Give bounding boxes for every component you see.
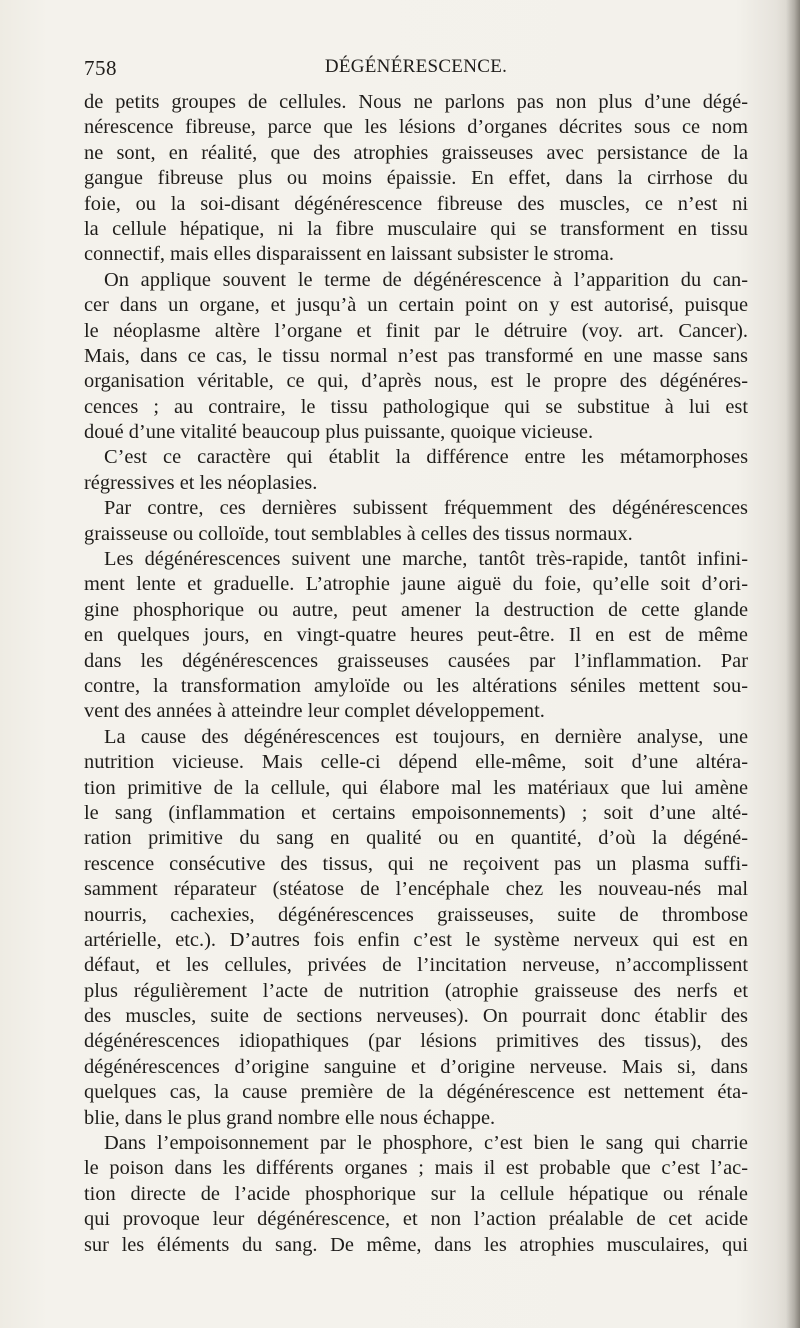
text-line: organisation véritable, ce qui, d’après nous, est le propre des dégénéres-	[84, 370, 748, 393]
text-line: Mais, dans ce cas, le tissu normal n’est pas transformé en une masse sans	[84, 344, 748, 367]
page-number: 758	[84, 56, 117, 80]
text-line: vent des années à atteindre leur complet développement.	[84, 700, 545, 723]
text-line: ment lente et graduelle. L’atrophie jaune aiguë du foie, qu’elle soit d’ori-	[84, 573, 748, 596]
text-line: cences ; au contraire, le tissu pathologique qui se substitue à lui est	[84, 395, 748, 418]
text-line: dégénérescences d’origine sanguine et d’origine nerveuse. Mais si, dans	[84, 1055, 748, 1078]
text-line: sur les éléments du sang. De même, dans les atrophies musculaires, qui	[84, 1233, 748, 1256]
text-line: quelques cas, la cause première de la dégénérescence est nettement éta-	[84, 1081, 748, 1104]
text-line: régressives et les néoplasies.	[84, 471, 318, 494]
text-line: gine phosphorique ou autre, peut amener la destruction de cette glande	[84, 598, 748, 621]
text-line: rescence consécutive des tissus, qui ne reçoivent pas un plasma suffi-	[84, 852, 748, 875]
text-line: nérescence fibreuse, parce que les lésions d’organes décrites sous ce nom	[84, 116, 748, 139]
text-line: connectif, mais elles disparaissent en laissant subsister le stroma.	[84, 243, 615, 266]
text-line: cer dans un organe, et jusqu’à un certain point on y est autorisé, puisque	[84, 294, 748, 317]
text-line: plus régulièrement l’acte de nutrition (atrophie graisseuse des nerfs et	[84, 979, 748, 1002]
text-line: C’est ce caractère qui établit la différence entre les métamorphoses	[104, 446, 748, 469]
text-line: la cellule hépatique, ni la fibre musculaire qui se transforment en tissu	[84, 217, 748, 240]
text-line: défaut, et les cellules, privées de l’incitation nerveuse, n’accomplissent	[84, 954, 748, 977]
text-line: ration primitive du sang en qualité ou en quantité, d’où la dégéné-	[84, 827, 748, 850]
text-line: le poison dans les différents organes ; mais il est probable que c’est l’ac-	[84, 1157, 748, 1180]
text-line: en quelques jours, en vingt-quatre heures peut-être. Il en est de même	[84, 624, 748, 647]
text-line: foie, ou la soi-disant dégénérescence fibreuse des muscles, ce n’est ni	[84, 192, 748, 215]
text-line: On applique souvent le terme de dégénérescence à l’apparition du can-	[104, 268, 748, 291]
text-line: gangue fibreuse plus ou moins épaissie. En effet, dans la cirrhose du	[84, 167, 748, 190]
text-line: tion directe de l’acide phosphorique sur la cellule hépatique ou rénale	[84, 1182, 748, 1205]
text-line: blie, dans le plus grand nombre elle nous échappe.	[84, 1106, 496, 1129]
text-line: de petits groupes de cellules. Nous ne parlons pas non plus d’une dégé-	[84, 91, 748, 113]
text-line: le néoplasme altère l’organe et finit par le détruire (voy. art. Cancer).	[84, 319, 748, 342]
text-line: artérielle, etc.). D’autres fois enfin c’est le système nerveux qui est en	[84, 928, 748, 951]
text-line: Les dégénérescences suivent une marche, tantôt très-rapide, tantôt infini-	[104, 548, 748, 571]
text-line: La cause des dégénérescences est toujours, en dernière analyse, une	[104, 725, 748, 748]
text-line: ne sont, en réalité, que des atrophies graisseuses avec persistance de la	[84, 141, 748, 164]
text-line: dans les dégénérescences graisseuses causées par l’inflammation. Par	[84, 649, 748, 672]
text-line: doué d’une vitalité beaucoup plus puissante, quoique vicieuse.	[84, 421, 594, 444]
text-line: tion primitive de la cellule, qui élabore mal les matériaux que lui amène	[84, 776, 748, 799]
page-header	[84, 56, 748, 82]
text-line: Dans l’empoisonnement par le phosphore, c’est bien le sang qui charrie	[104, 1132, 748, 1155]
text-line: graisseuse ou colloïde, tout semblables à celles des tissus normaux.	[84, 522, 633, 545]
page-gutter-shadow	[786, 0, 800, 1328]
text-line: samment réparateur (stéatose de l’encéphale chez les nouveau-nés mal	[84, 878, 748, 901]
text-line: des muscles, suite de sections nerveuses). On pourrait donc établir des	[84, 1005, 748, 1028]
text-line: nutrition vicieuse. Mais celle-ci dépend elle-même, soit d’une altéra-	[84, 751, 748, 774]
body-text	[84, 90, 748, 1258]
text-line: nourris, cachexies, dégénérescences graisseuses, suite de thrombose	[84, 903, 748, 926]
running-head: DÉGÉNÉRESCENCE.	[324, 56, 508, 77]
text-line: contre, la transformation amyloïde ou les altérations séniles mettent sou-	[84, 674, 748, 697]
text-line: qui provoque leur dégénérescence, et non l’action préalable de cet acide	[84, 1208, 748, 1231]
text-line: Par contre, ces dernières subissent fréquemment des dégénérescences	[104, 497, 748, 520]
text-line: dégénérescences idiopathiques (par lésions primitives des tissus), des	[84, 1030, 748, 1053]
text-line: le sang (inflammation et certains empoisonnements) ; soit d’une alté-	[84, 801, 748, 824]
